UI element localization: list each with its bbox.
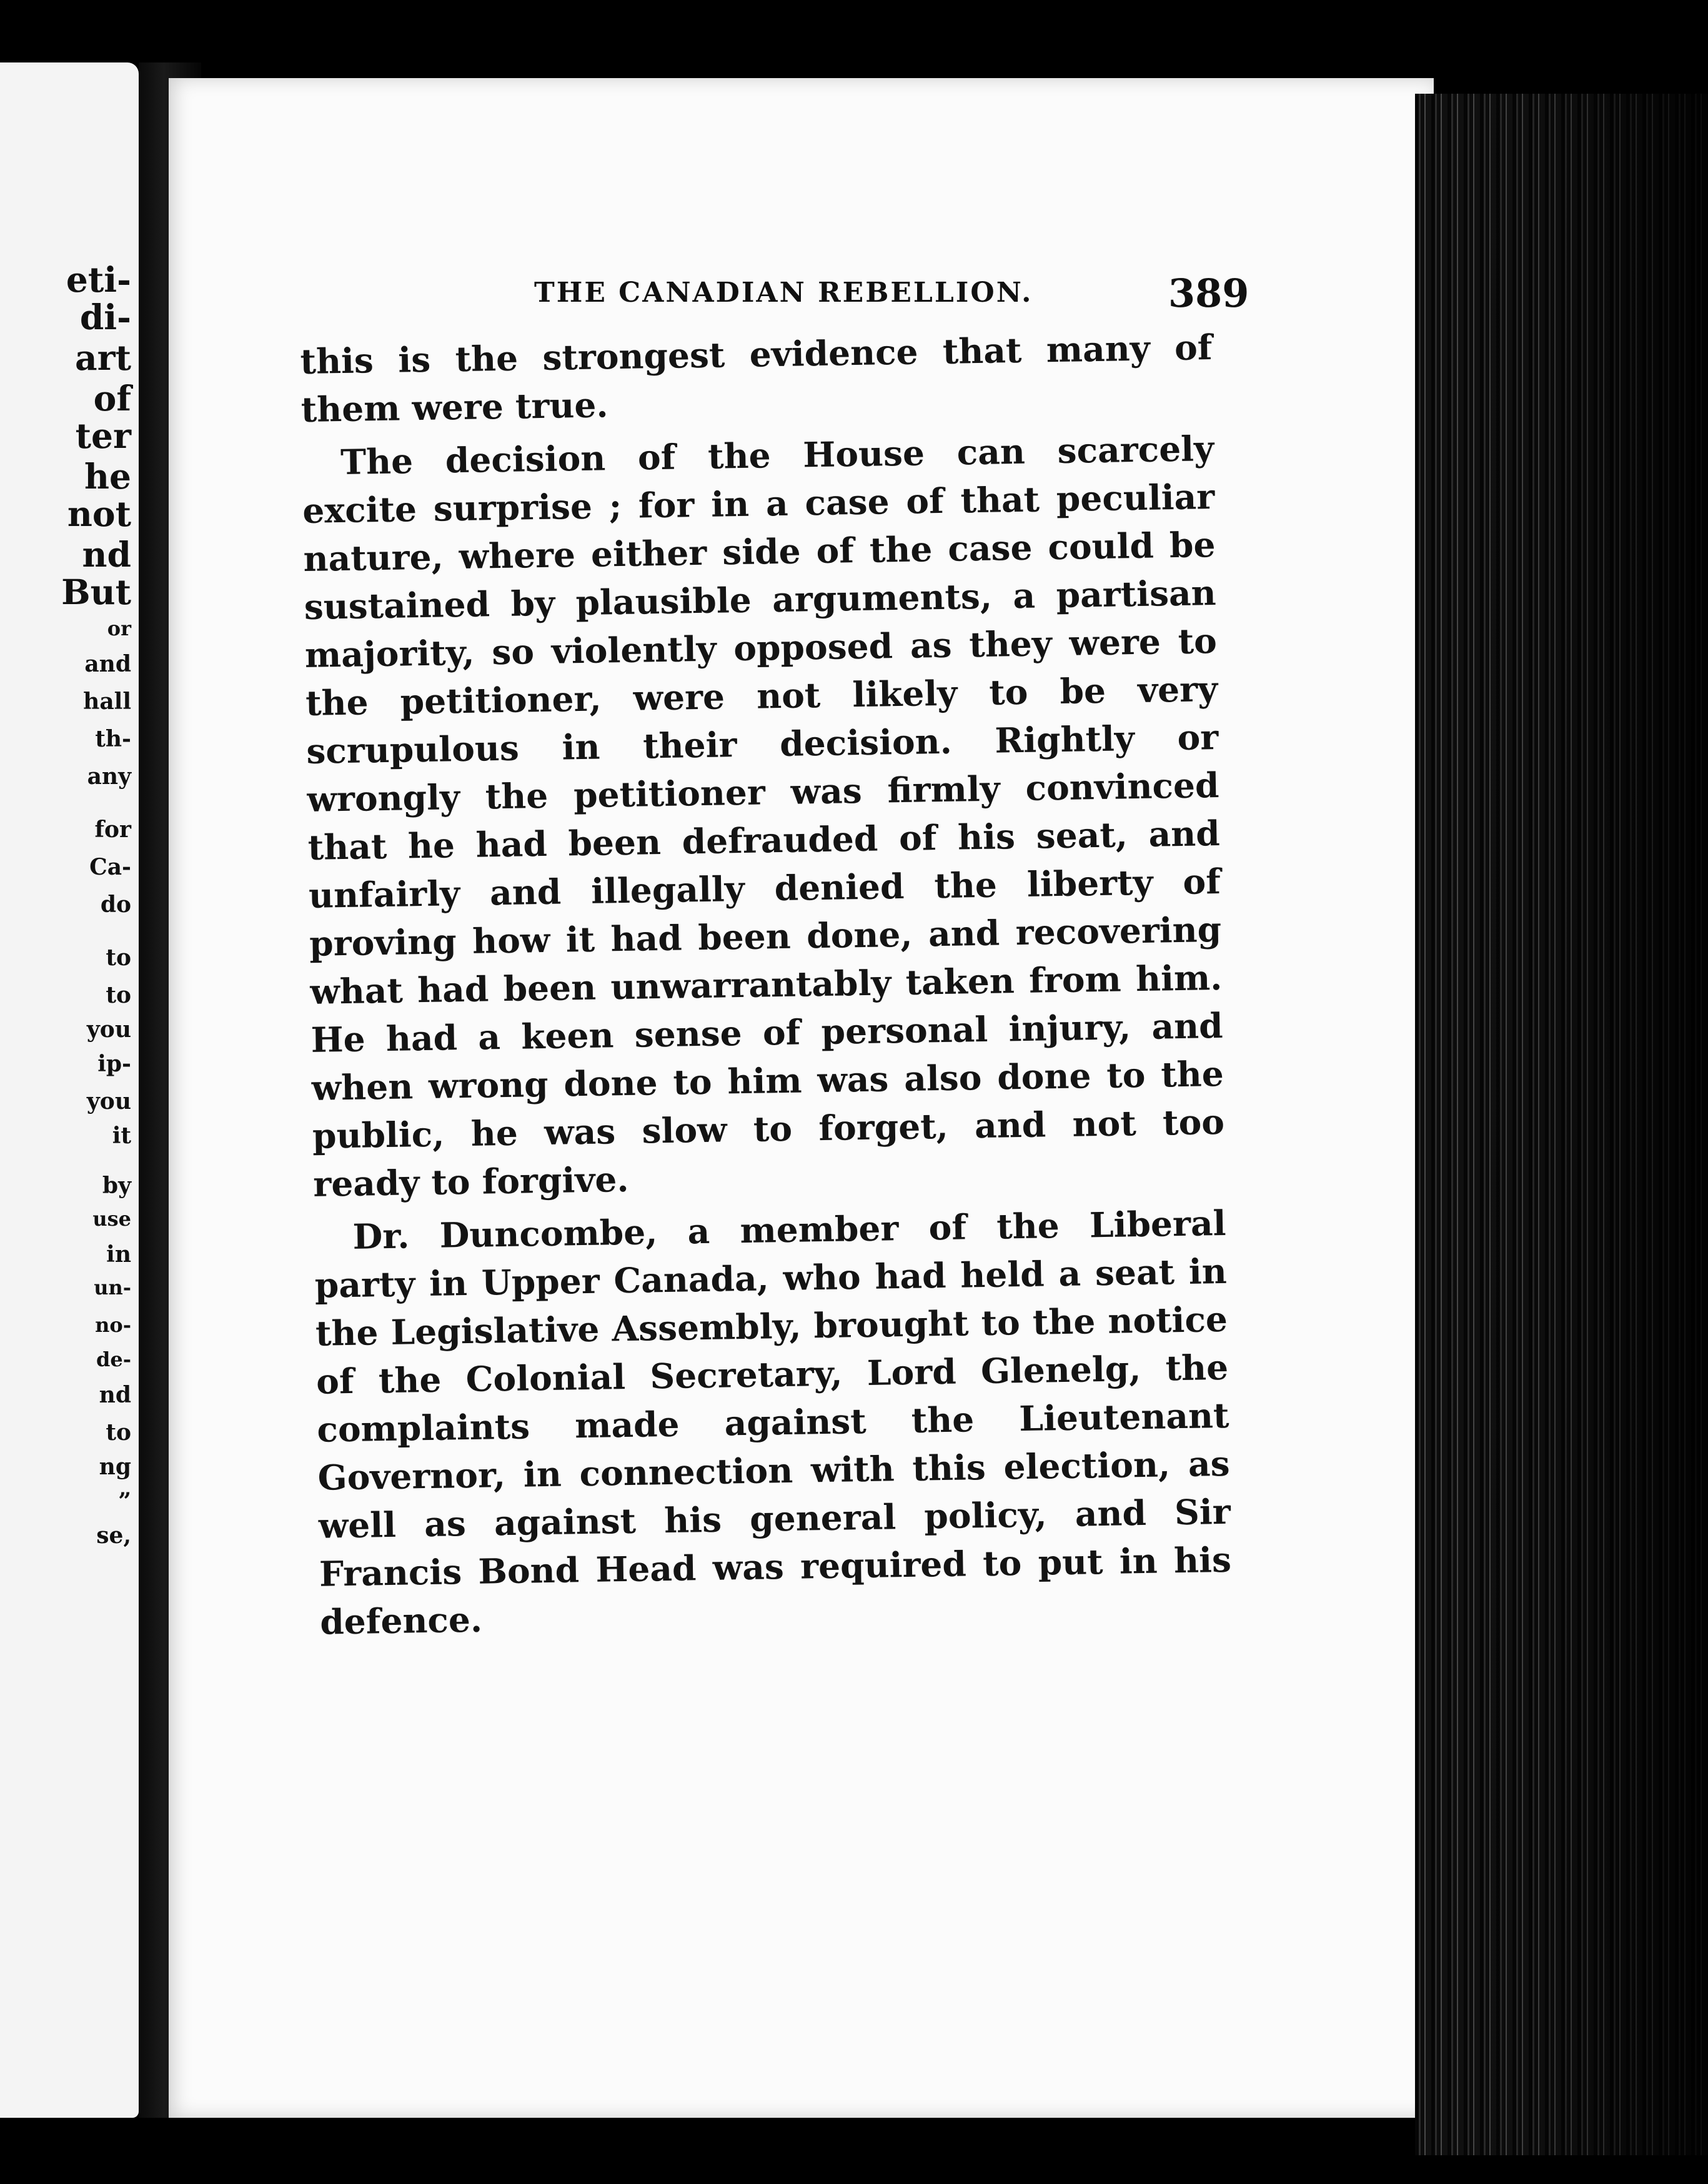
left-page-fragment: se, bbox=[96, 1522, 131, 1549]
left-page-fragment: to bbox=[106, 945, 131, 971]
running-head: THE CANADIAN REBELLION. bbox=[534, 277, 1033, 309]
left-page-fragment: it bbox=[112, 1123, 131, 1149]
left-page-fragment: art bbox=[74, 337, 131, 378]
left-page-fragment: But bbox=[61, 572, 131, 612]
left-page-fragment: and bbox=[84, 651, 131, 677]
left-page-fragment: nd bbox=[99, 1382, 131, 1408]
page-header bbox=[169, 271, 1434, 333]
left-page-fragment: or bbox=[107, 617, 131, 640]
left-page-fragment: in bbox=[106, 1241, 131, 1268]
left-page-fragment: not bbox=[67, 494, 131, 534]
left-page-fragment: any bbox=[87, 763, 131, 790]
left-page-fragment: ter bbox=[75, 415, 131, 456]
paragraph-2: The decision of the House can scarcely excite surprise ; for in a case of that peculiar nature, where either side of the case could be sustained by plausible arguments, a partisan majority, so violently opposed as they were to the petitioner, were not likely to be very scrupulous in their decision. Rightly or wrongly the petitioner was firmly convinced that he had been defrauded of his seat, and unfairly and illegally denied the liberty of proving how it had been done, and recovering what had been unwarrantably taken from him. He had a keen sense of personal injury, and when wrong done to him was also done to the public, he was slow to forget, and not too ready to forgive. bbox=[302, 428, 1225, 1204]
body-text bbox=[300, 323, 1233, 1651]
left-page-fragment: nd bbox=[82, 534, 131, 575]
book-page bbox=[169, 78, 1434, 2118]
left-page-fragment: he bbox=[84, 456, 131, 497]
left-page-fragment: ” bbox=[118, 1488, 131, 1514]
left-page-edge bbox=[0, 62, 139, 2118]
left-page-fragment: Ca- bbox=[89, 854, 131, 880]
left-page-fragment: do bbox=[100, 891, 131, 918]
left-page-fragment: you bbox=[86, 1016, 131, 1043]
page-number: 389 bbox=[1168, 271, 1249, 316]
left-page-fragment: to bbox=[106, 982, 131, 1008]
left-page-fragment: de- bbox=[96, 1348, 131, 1371]
left-page-fragment: to bbox=[106, 1419, 131, 1446]
left-page-fragment: by bbox=[102, 1173, 131, 1199]
paragraph-1: this is the strongest evidence that many of them were true. bbox=[300, 327, 1213, 430]
left-page-fragment: un- bbox=[94, 1276, 131, 1299]
left-page-fragment: you bbox=[86, 1088, 131, 1114]
left-page-fragment: for bbox=[94, 817, 131, 843]
left-page-fragment: no- bbox=[95, 1313, 131, 1337]
left-page-fragment: use bbox=[92, 1207, 131, 1231]
left-page-fragment: ip- bbox=[97, 1051, 131, 1077]
paragraph-3: Dr. Duncombe, a member of the Liberal party in Upper Canada, who had held a seat in the Legislative Assembly, brought to the notice of the Colonial Secretary, Lord Glenelg, the complaints made against the Lieutenant Governor, in connection with this election, as well as against his general policy, and Sir Francis Bond Head was required to put in his defence. bbox=[314, 1202, 1232, 1642]
left-page-fragment: hall bbox=[83, 688, 131, 715]
left-page-fragment: of bbox=[93, 378, 131, 419]
left-page-fragment: ng bbox=[99, 1454, 131, 1480]
left-page-fragment: th- bbox=[95, 726, 131, 752]
left-page-fragment: di- bbox=[79, 297, 131, 337]
left-page-fragment: eti- bbox=[66, 259, 131, 300]
page-block-edges bbox=[1415, 94, 1708, 2155]
